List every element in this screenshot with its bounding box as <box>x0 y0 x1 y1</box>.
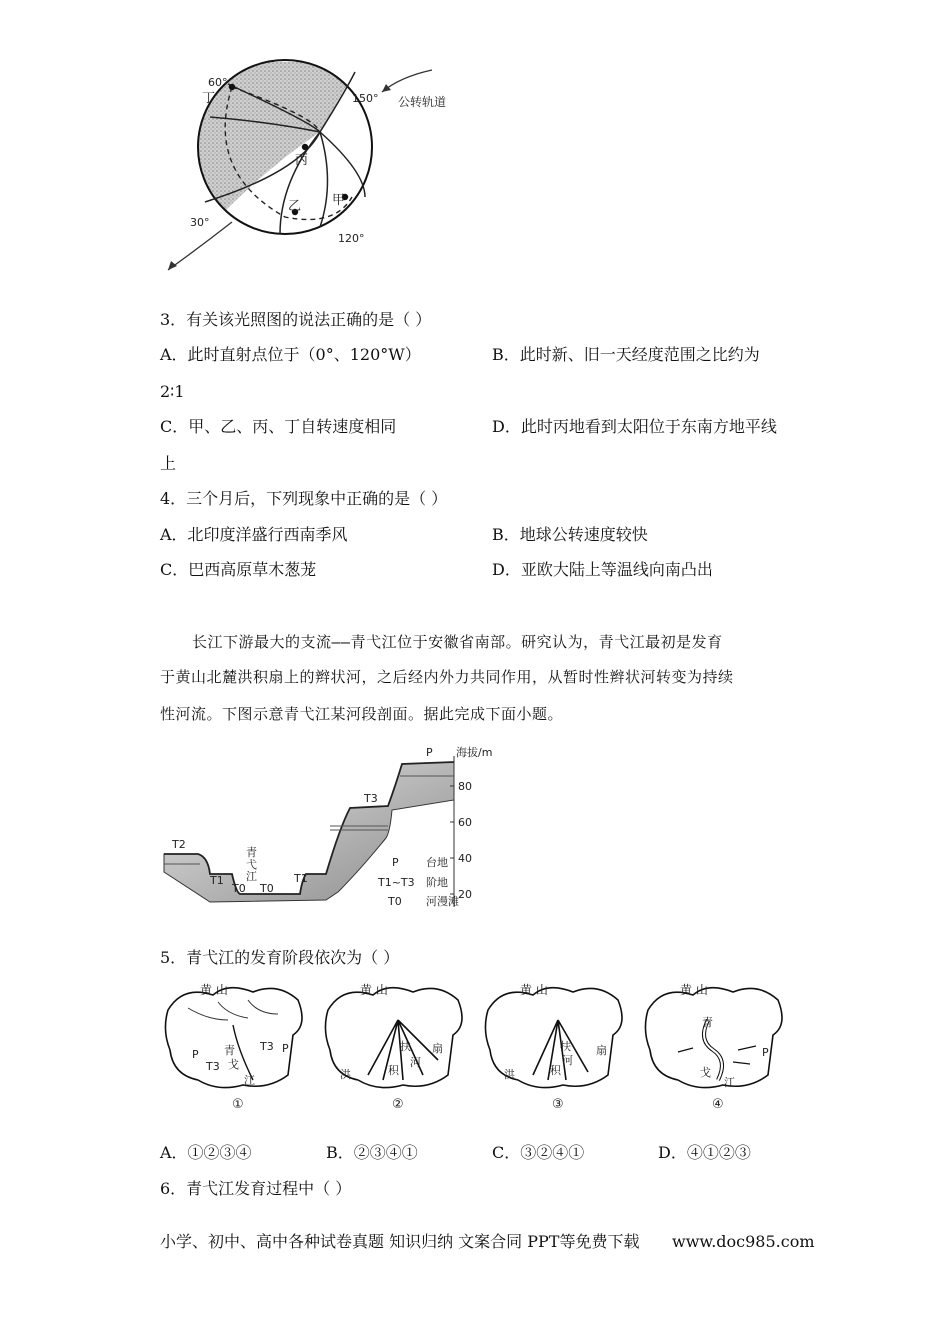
q6-stem: 6．青弋江发育过程中（ ） <box>160 1179 352 1198</box>
label-t2: T2 <box>172 838 186 851</box>
label-t1-right: T1 <box>294 872 308 885</box>
legend-text-p: 台地 <box>426 856 448 869</box>
label-river-2: 弋 <box>246 858 257 871</box>
legend-text-t: 阶地 <box>426 876 448 889</box>
svg-text:T3: T3 <box>206 1060 220 1073</box>
label-t1-left: T1 <box>210 874 224 887</box>
svg-text:黄 山: 黄 山 <box>360 983 388 997</box>
svg-text:洪: 洪 <box>504 1068 515 1081</box>
svg-text:P: P <box>192 1048 199 1061</box>
river-cross-section-figure <box>160 742 493 914</box>
svg-text:江: 江 <box>724 1076 735 1089</box>
svg-text:P: P <box>762 1046 769 1059</box>
orbit-arrow-bottom <box>168 222 232 270</box>
label-p: P <box>426 746 433 759</box>
label-lon120: 120° <box>338 232 365 245</box>
q5-option-b[interactable]: B．②③④① <box>326 1143 418 1162</box>
label-ding: 丁 <box>202 91 216 106</box>
q3-option-a[interactable]: A．此时直射点位于（0°、120°W） <box>160 345 421 364</box>
svg-text:④: ④ <box>712 1097 724 1112</box>
legend-key-t: T1~T3 <box>378 876 415 889</box>
svg-text:积: 积 <box>388 1064 399 1077</box>
axis-tick-20: 20 <box>458 888 472 901</box>
label-lon150: 150° <box>352 92 379 105</box>
label-lon30: 30° <box>190 216 210 229</box>
label-river-1: 青 <box>246 846 257 859</box>
svg-text:①: ① <box>232 1097 244 1112</box>
svg-text:戈: 戈 <box>228 1058 239 1071</box>
label-bing: 丙 <box>295 153 309 168</box>
q4-option-b[interactable]: B．地球公转速度较快 <box>492 525 648 544</box>
passage-line-1: 长江下游最大的支流——青弋江位于安徽省南部。研究认为，青弋江最初是发育 <box>192 633 723 651</box>
q4-option-c[interactable]: C．巴西高原草木葱茏 <box>160 560 317 579</box>
svg-text:青: 青 <box>702 1016 713 1029</box>
legend-key-t0: T0 <box>388 895 402 908</box>
svg-text:河: 河 <box>562 1054 573 1067</box>
q3-option-c[interactable]: C．甲、乙、丙、丁自转速度相同 <box>160 417 397 436</box>
q3-option-b-continued: 2∶1 <box>160 382 185 401</box>
q3-option-d-continued: 上 <box>160 454 177 473</box>
stage-panel-1 <box>165 983 302 1112</box>
label-jia: 甲 <box>332 193 346 208</box>
svg-text:青: 青 <box>224 1044 235 1057</box>
axis-tick-80: 80 <box>458 780 472 793</box>
svg-text:戈: 戈 <box>700 1066 711 1079</box>
footer-text: 小学、初中、高中各种试卷真题 知识归纳 文案合同 PPT等免费下载 <box>160 1232 640 1251</box>
q5-option-d[interactable]: D．④①②③ <box>658 1143 751 1162</box>
axis-title: 海拔/m <box>456 746 493 759</box>
footer-url[interactable]: www.doc985.com <box>672 1232 815 1251</box>
axis-tick-60: 60 <box>458 816 472 829</box>
label-t0-right: T0 <box>260 882 274 895</box>
q3-option-d[interactable]: D．此时丙地看到太阳位于东南方地平线 <box>492 417 777 436</box>
svg-text:黄 山: 黄 山 <box>520 983 548 997</box>
svg-text:江: 江 <box>244 1074 255 1087</box>
label-river-3: 江 <box>246 870 257 883</box>
label-t0-left: T0 <box>232 882 246 895</box>
svg-text:扶: 扶 <box>560 1040 571 1053</box>
svg-text:扇: 扇 <box>596 1044 607 1057</box>
svg-text:②: ② <box>392 1097 404 1112</box>
svg-text:积: 积 <box>550 1064 561 1077</box>
label-t3: T3 <box>364 792 378 805</box>
svg-text:P: P <box>282 1042 289 1055</box>
illumination-globe-figure <box>160 62 450 277</box>
q4-stem: 4．三个月后，下列现象中正确的是（ ） <box>160 489 448 508</box>
passage-line-2: 于黄山北麓洪积扇上的辫状河，之后经内外力共同作用，从暂时性辫状河转变为持续 <box>160 668 734 686</box>
label-lon60: 60° <box>208 76 228 89</box>
svg-text:T3: T3 <box>260 1040 274 1053</box>
axis-tick-40: 40 <box>458 852 472 865</box>
label-orbit: 公转轨道 <box>398 95 447 109</box>
q4-option-d[interactable]: D．亚欧大陆上等温线向南凸出 <box>492 560 713 579</box>
q5-stem: 5．青弋江的发育阶段依次为（ ） <box>160 948 400 967</box>
svg-text:③: ③ <box>552 1097 564 1112</box>
q4-option-a[interactable]: A．北印度洋盛行西南季风 <box>160 525 348 544</box>
label-yi: 乙 <box>288 199 302 214</box>
stage-panel-4 <box>645 983 782 1112</box>
svg-text:黄 山: 黄 山 <box>680 983 708 997</box>
svg-text:黄 山: 黄 山 <box>200 983 228 997</box>
svg-text:河: 河 <box>410 1056 421 1069</box>
svg-text:扇: 扇 <box>432 1042 443 1055</box>
q5-option-c[interactable]: C．③②④① <box>492 1143 585 1162</box>
stage-panel-3 <box>485 983 622 1112</box>
development-stages-figure <box>158 980 798 1115</box>
q3-stem: 3．有关该光照图的说法正确的是（ ） <box>160 310 432 329</box>
q3-option-b[interactable]: B．此时新、旧一天经度范围之比约为 <box>492 345 760 364</box>
legend-key-p: P <box>392 856 399 869</box>
legend-text-t0: 河漫滩 <box>426 895 459 908</box>
svg-text:洪: 洪 <box>340 1068 351 1081</box>
stage-panel-2 <box>325 983 462 1112</box>
q5-option-a[interactable]: A．①②③④ <box>160 1143 252 1162</box>
svg-text:扶: 扶 <box>400 1040 411 1053</box>
passage-line-3: 性河流。下图示意青弋江某河段剖面。据此完成下面小题。 <box>160 705 564 723</box>
